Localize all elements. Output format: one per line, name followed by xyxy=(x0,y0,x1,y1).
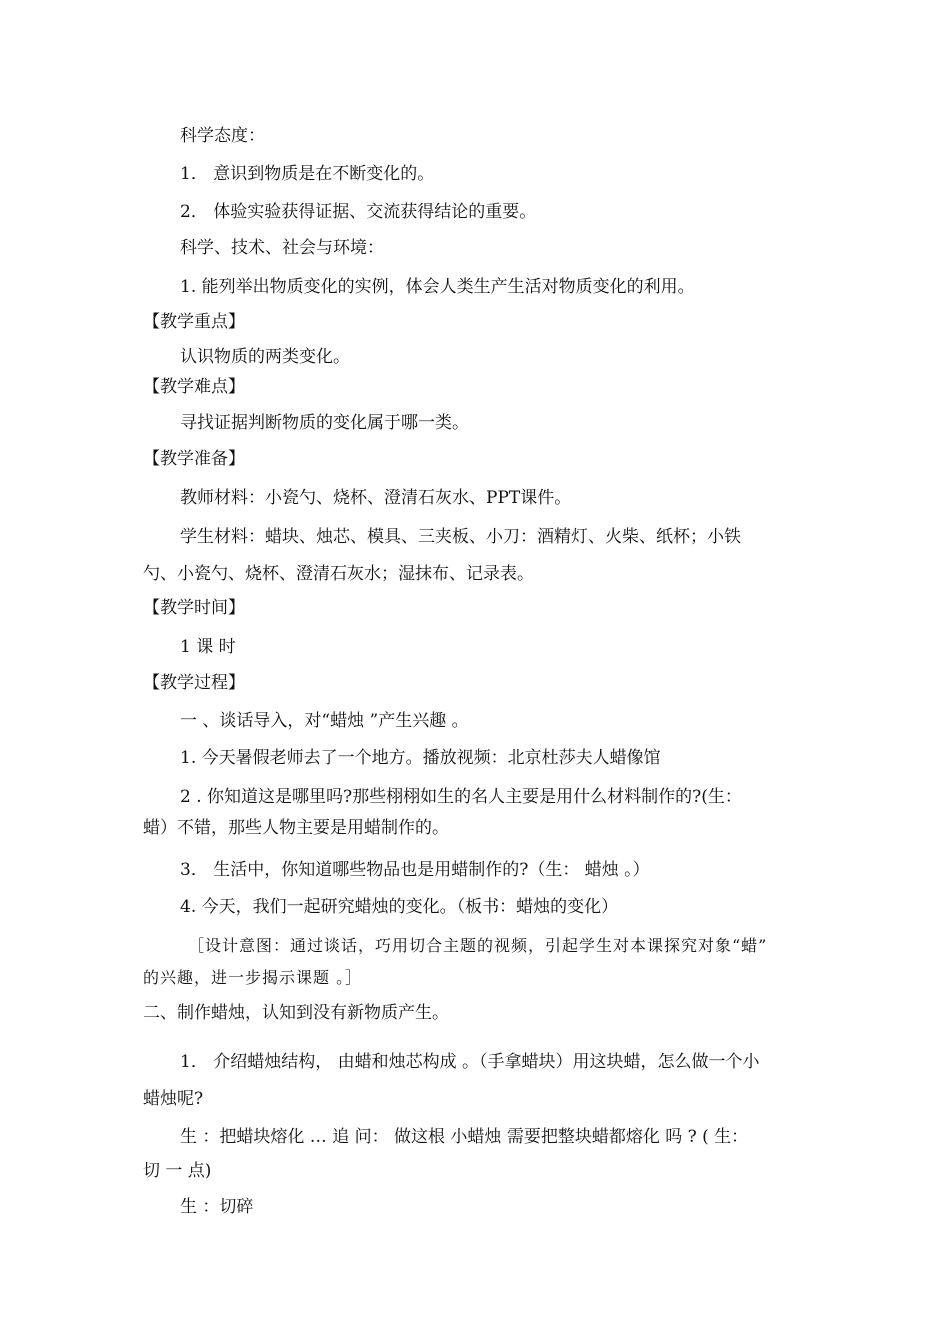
time-text: 1 课 时 xyxy=(180,637,236,657)
design-intent-line-2: 的兴趣，进一步揭示课题 。］ xyxy=(143,968,363,987)
step1-title: 一 、谈话导入，对“蜡烛 ”产生兴趣 。 xyxy=(180,711,469,731)
sts-title: 科学、技术、社会与环境： xyxy=(180,238,384,258)
design-intent-line-1: ［设计意图：通过谈话，巧用切合主题的视频，引起学生对本课探究对象“蜡” xyxy=(188,936,768,955)
difficulty-heading: 【教学难点】 xyxy=(143,377,245,397)
preparation-heading: 【教学准备】 xyxy=(143,449,245,469)
step1-item-1: 1. 今天暑假老师去了一个地方。播放视频：北京杜莎夫人蜡像馆 xyxy=(180,748,661,768)
time-heading: 【教学时间】 xyxy=(143,598,245,618)
attitude-item-1: 1． 意识到物质是在不断变化的。 xyxy=(180,164,435,184)
process-heading: 【教学过程】 xyxy=(143,673,245,693)
key-points-text: 认识物质的两类变化。 xyxy=(180,347,350,367)
key-points-heading: 【教学重点】 xyxy=(143,312,245,332)
step1-item-2-line-2: 蜡）不错，那些人物主要是用蜡制作的。 xyxy=(143,818,449,838)
attitude-title: 科学态度： xyxy=(180,126,265,146)
step1-item-2-line-1: 2 . 你知道这是哪里吗?那些栩栩如生的名人主要是用什么材料制作的?(生： xyxy=(180,787,742,807)
preparation-teacher: 教师材料：小瓷勺、烧杯、澄清石灰水、PPT课件。 xyxy=(180,488,572,508)
step2-item-3: 生 ：切碎 xyxy=(180,1197,254,1217)
preparation-student-line-1: 学生材料：蜡块、烛芯、模具、三夹板、小刀：酒精灯、火柴、纸杯；小铁 xyxy=(180,527,741,547)
attitude-item-2: 2． 体验实验获得证据、交流获得结论的重要。 xyxy=(180,202,537,222)
sts-item-1: 1. 能列举出物质变化的实例，体会人类生产生活对物质变化的利用。 xyxy=(180,277,695,297)
step2-item-2-line-1: 生 ：把蜡块熔化 … 追 问： 做这根 小蜡烛 需要把整块蜡都熔化 吗 ? ( 生： xyxy=(180,1127,749,1147)
difficulty-text: 寻找证据判断物质的变化属于哪一类。 xyxy=(180,413,469,433)
step2-item-1-line-1: 1． 介绍蜡烛结构， 由蜡和烛芯构成 。（手拿蜡块）用这块蜡，怎么做一个小 xyxy=(180,1052,760,1072)
step2-item-1-line-2: 蜡烛呢? xyxy=(143,1089,204,1109)
preparation-student-line-2: 勺、小瓷勺、烧杯、澄清石灰水；湿抹布、记录表。 xyxy=(143,564,534,584)
step2-item-2-line-2: 切 一 点) xyxy=(143,1161,212,1181)
step1-item-4: 4. 今天，我们一起研究蜡烛的变化。（板书：蜡烛的变化） xyxy=(180,897,619,917)
step2-title: 二、制作蜡烛，认知到没有新物质产生。 xyxy=(143,1003,449,1023)
step1-item-3: 3． 生活中，你知道哪些物品也是用蜡制作的?（生： 蜡烛 。） xyxy=(180,860,650,880)
